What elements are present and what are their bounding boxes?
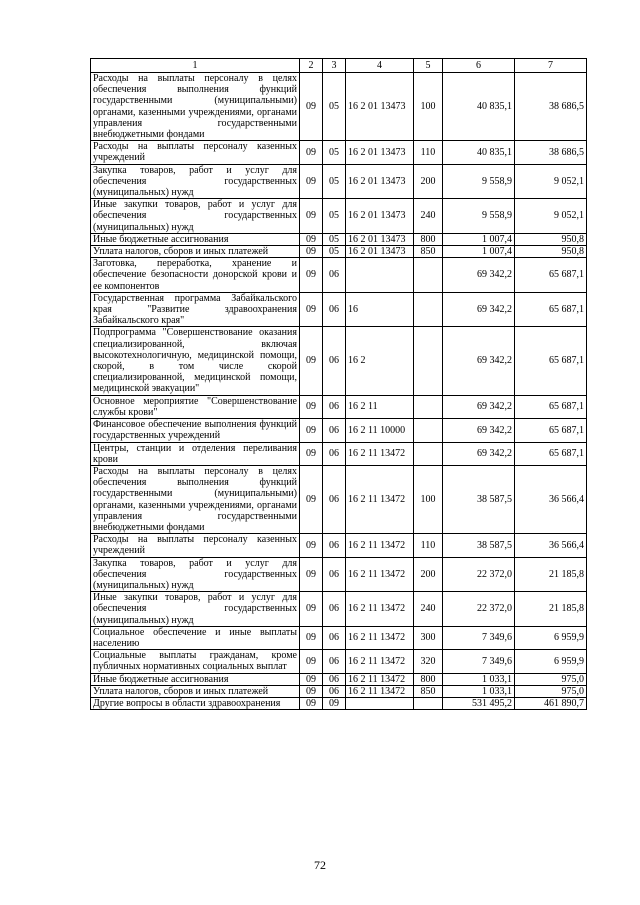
table-row	[91, 233, 587, 245]
target-item-code-cell: 16 2 01 13473	[346, 199, 414, 234]
target-item-code-cell: 16 2 11	[346, 395, 414, 418]
amount-year-2-cell: 65 687,1	[515, 395, 587, 418]
section-code-cell: 09	[300, 258, 323, 293]
row-name-cell: Закупка товаров, работ и услуг для обеспечения государственных (муниципальных) нужд	[91, 164, 300, 199]
subsection-code-cell: 06	[323, 685, 346, 697]
section-code-cell: 09	[300, 557, 323, 592]
section-code-cell: 09	[300, 164, 323, 199]
expense-type-code-cell	[414, 258, 443, 293]
subsection-code-cell: 06	[323, 650, 346, 673]
expense-type-code-cell: 800	[414, 673, 443, 685]
row-name-cell: Уплата налогов, сборов и иных платежей	[91, 685, 300, 697]
table-row	[91, 419, 587, 442]
header-row	[91, 59, 587, 73]
section-code-cell: 09	[300, 592, 323, 627]
expense-type-code-cell: 800	[414, 233, 443, 245]
subsection-code-cell: 05	[323, 199, 346, 234]
header-col-2: 2	[300, 59, 323, 73]
amount-year-1-cell: 69 342,2	[443, 292, 515, 327]
subsection-code-cell: 05	[323, 141, 346, 164]
amount-year-1-cell: 40 835,1	[443, 73, 515, 141]
subsection-code-cell: 06	[323, 419, 346, 442]
amount-year-2-cell: 9 052,1	[515, 164, 587, 199]
expense-type-code-cell: 100	[414, 465, 443, 533]
table-row	[91, 673, 587, 685]
amount-year-2-cell: 950,8	[515, 246, 587, 258]
amount-year-2-cell: 975,0	[515, 673, 587, 685]
budget-table	[90, 58, 587, 710]
amount-year-2-cell: 975,0	[515, 685, 587, 697]
target-item-code-cell: 16 2 01 13473	[346, 141, 414, 164]
subsection-code-cell: 06	[323, 442, 346, 465]
section-code-cell: 09	[300, 327, 323, 395]
section-code-cell: 09	[300, 292, 323, 327]
header-col-6: 6	[443, 59, 515, 73]
table-row	[91, 395, 587, 418]
target-item-code-cell: 16 2 11 13472	[346, 465, 414, 533]
expense-type-code-cell: 300	[414, 626, 443, 649]
amount-year-1-cell: 9 558,9	[443, 164, 515, 199]
amount-year-1-cell: 1 007,4	[443, 233, 515, 245]
table-row	[91, 557, 587, 592]
header-col-4: 4	[346, 59, 414, 73]
table-row	[91, 534, 587, 557]
amount-year-2-cell: 6 959,9	[515, 626, 587, 649]
expense-type-code-cell: 850	[414, 246, 443, 258]
subsection-code-cell: 06	[323, 673, 346, 685]
target-item-code-cell: 16 2 01 13473	[346, 233, 414, 245]
section-code-cell: 09	[300, 673, 323, 685]
section-code-cell: 09	[300, 395, 323, 418]
target-item-code-cell: 16 2 11 13472	[346, 534, 414, 557]
row-name-cell: Расходы на выплаты персоналу в целях обеспечения выполнения функций государственными (муниципальными) органами, казенными учреждениями, органами управления государственными внебюджетными фондами	[91, 73, 300, 141]
expense-type-code-cell	[414, 327, 443, 395]
expense-type-code-cell: 240	[414, 592, 443, 627]
section-code-cell: 09	[300, 626, 323, 649]
header-col-1: 1	[91, 59, 300, 73]
section-code-cell: 09	[300, 233, 323, 245]
amount-year-2-cell: 65 687,1	[515, 292, 587, 327]
target-item-code-cell: 16 2 11 10000	[346, 419, 414, 442]
header-col-7: 7	[515, 59, 587, 73]
target-item-code-cell: 16 2 11 13472	[346, 557, 414, 592]
row-name-cell: Финансовое обеспечение выполнения функций государственных учреждений	[91, 419, 300, 442]
section-code-cell: 09	[300, 141, 323, 164]
amount-year-2-cell: 461 890,7	[515, 697, 587, 709]
amount-year-1-cell: 69 342,2	[443, 258, 515, 293]
table-row	[91, 199, 587, 234]
subsection-code-cell: 06	[323, 292, 346, 327]
subsection-code-cell: 09	[323, 697, 346, 709]
row-name-cell: Уплата налогов, сборов и иных платежей	[91, 246, 300, 258]
amount-year-1-cell: 40 835,1	[443, 141, 515, 164]
target-item-code-cell: 16 2 11 13472	[346, 626, 414, 649]
table-row	[91, 626, 587, 649]
subsection-code-cell: 06	[323, 327, 346, 395]
row-name-cell: Заготовка, переработка, хранение и обеспечение безопасности донорской крови и ее компонентов	[91, 258, 300, 293]
amount-year-1-cell: 7 349,6	[443, 626, 515, 649]
target-item-code-cell: 16 2 01 13473	[346, 164, 414, 199]
amount-year-1-cell: 69 342,2	[443, 327, 515, 395]
section-code-cell: 09	[300, 465, 323, 533]
subsection-code-cell: 06	[323, 626, 346, 649]
target-item-code-cell	[346, 697, 414, 709]
section-code-cell: 09	[300, 73, 323, 141]
expense-type-code-cell: 200	[414, 557, 443, 592]
amount-year-1-cell: 69 342,2	[443, 395, 515, 418]
amount-year-1-cell: 69 342,2	[443, 442, 515, 465]
table-row	[91, 141, 587, 164]
target-item-code-cell: 16 2 11 13472	[346, 592, 414, 627]
table-row	[91, 650, 587, 673]
amount-year-2-cell: 6 959,9	[515, 650, 587, 673]
amount-year-1-cell: 1 033,1	[443, 685, 515, 697]
amount-year-2-cell: 21 185,8	[515, 592, 587, 627]
section-code-cell: 09	[300, 199, 323, 234]
amount-year-1-cell: 1 033,1	[443, 673, 515, 685]
table-row	[91, 685, 587, 697]
expense-type-code-cell: 100	[414, 73, 443, 141]
subsection-code-cell: 05	[323, 164, 346, 199]
row-name-cell: Иные бюджетные ассигнования	[91, 233, 300, 245]
header-col-5: 5	[414, 59, 443, 73]
expense-type-code-cell: 240	[414, 199, 443, 234]
amount-year-2-cell: 38 686,5	[515, 73, 587, 141]
target-item-code-cell: 16 2 11 13472	[346, 442, 414, 465]
subsection-code-cell: 06	[323, 465, 346, 533]
expense-type-code-cell	[414, 697, 443, 709]
section-code-cell: 09	[300, 246, 323, 258]
table-row	[91, 258, 587, 293]
expense-type-code-cell	[414, 395, 443, 418]
subsection-code-cell: 06	[323, 592, 346, 627]
target-item-code-cell: 16 2 11 13472	[346, 650, 414, 673]
amount-year-1-cell: 7 349,6	[443, 650, 515, 673]
table-row	[91, 442, 587, 465]
row-name-cell: Иные закупки товаров, работ и услуг для обеспечения государственных (муниципальных) нужд	[91, 592, 300, 627]
amount-year-2-cell: 65 687,1	[515, 419, 587, 442]
row-name-cell: Расходы на выплаты персоналу в целях обеспечения выполнения функций государственными (муниципальными) органами, казенными учреждениями, органами управления государственными внебюджетными фондами	[91, 465, 300, 533]
row-name-cell: Центры, станции и отделения переливания крови	[91, 442, 300, 465]
expense-type-code-cell: 320	[414, 650, 443, 673]
table-row	[91, 592, 587, 627]
amount-year-2-cell: 65 687,1	[515, 442, 587, 465]
table-row	[91, 327, 587, 395]
table-row	[91, 164, 587, 199]
amount-year-1-cell: 22 372,0	[443, 557, 515, 592]
expense-type-code-cell	[414, 292, 443, 327]
amount-year-2-cell: 9 052,1	[515, 199, 587, 234]
table-row	[91, 465, 587, 533]
expense-type-code-cell: 110	[414, 141, 443, 164]
table-row	[91, 246, 587, 258]
section-code-cell: 09	[300, 697, 323, 709]
table-header	[91, 59, 587, 73]
expense-type-code-cell	[414, 419, 443, 442]
amount-year-1-cell: 38 587,5	[443, 465, 515, 533]
amount-year-2-cell: 65 687,1	[515, 327, 587, 395]
amount-year-1-cell: 69 342,2	[443, 419, 515, 442]
amount-year-2-cell: 36 566,4	[515, 534, 587, 557]
amount-year-2-cell: 65 687,1	[515, 258, 587, 293]
row-name-cell: Государственная программа Забайкальского края "Развитие здравоохранения Забайкальского края"	[91, 292, 300, 327]
expense-type-code-cell: 200	[414, 164, 443, 199]
row-name-cell: Расходы на выплаты персоналу казенных учреждений	[91, 534, 300, 557]
amount-year-2-cell: 36 566,4	[515, 465, 587, 533]
expense-type-code-cell: 110	[414, 534, 443, 557]
subsection-code-cell: 06	[323, 395, 346, 418]
amount-year-1-cell: 9 558,9	[443, 199, 515, 234]
section-code-cell: 09	[300, 685, 323, 697]
amount-year-1-cell: 22 372,0	[443, 592, 515, 627]
amount-year-2-cell: 21 185,8	[515, 557, 587, 592]
target-item-code-cell: 16 2 01 13473	[346, 246, 414, 258]
section-code-cell: 09	[300, 419, 323, 442]
table-row	[91, 292, 587, 327]
section-code-cell: 09	[300, 534, 323, 557]
amount-year-1-cell: 1 007,4	[443, 246, 515, 258]
subsection-code-cell: 05	[323, 73, 346, 141]
row-name-cell: Закупка товаров, работ и услуг для обеспечения государственных (муниципальных) нужд	[91, 557, 300, 592]
subsection-code-cell: 06	[323, 534, 346, 557]
target-item-code-cell: 16	[346, 292, 414, 327]
subsection-code-cell: 06	[323, 557, 346, 592]
row-name-cell: Основное мероприятие "Совершенствование службы крови"	[91, 395, 300, 418]
subsection-code-cell: 06	[323, 258, 346, 293]
table-row	[91, 697, 587, 709]
row-name-cell: Подпрограмма "Совершенствование оказания специализированной, включая высокотехнологичную, медицинской помощи, скорой, в том числе скорой специализированной, медицинской помощи, медицинской эвакуации"	[91, 327, 300, 395]
header-col-3: 3	[323, 59, 346, 73]
target-item-code-cell: 16 2	[346, 327, 414, 395]
row-name-cell: Иные закупки товаров, работ и услуг для обеспечения государственных (муниципальных) нужд	[91, 199, 300, 234]
section-code-cell: 09	[300, 650, 323, 673]
section-code-cell: 09	[300, 442, 323, 465]
amount-year-1-cell: 38 587,5	[443, 534, 515, 557]
amount-year-2-cell: 38 686,5	[515, 141, 587, 164]
subsection-code-cell: 05	[323, 246, 346, 258]
table-row	[91, 73, 587, 141]
subsection-code-cell: 05	[323, 233, 346, 245]
target-item-code-cell: 16 2 11 13472	[346, 685, 414, 697]
row-name-cell: Иные бюджетные ассигнования	[91, 673, 300, 685]
row-name-cell: Расходы на выплаты персоналу казенных учреждений	[91, 141, 300, 164]
row-name-cell: Социальные выплаты гражданам, кроме публичных нормативных социальных выплат	[91, 650, 300, 673]
row-name-cell: Социальное обеспечение и иные выплаты населению	[91, 626, 300, 649]
expense-type-code-cell	[414, 442, 443, 465]
row-name-cell: Другие вопросы в области здравоохранения	[91, 697, 300, 709]
amount-year-1-cell: 531 495,2	[443, 697, 515, 709]
expense-type-code-cell: 850	[414, 685, 443, 697]
target-item-code-cell	[346, 258, 414, 293]
target-item-code-cell: 16 2 11 13472	[346, 673, 414, 685]
table-body	[91, 73, 587, 710]
page-number: 72	[314, 858, 326, 872]
target-item-code-cell: 16 2 01 13473	[346, 73, 414, 141]
amount-year-2-cell: 950,8	[515, 233, 587, 245]
